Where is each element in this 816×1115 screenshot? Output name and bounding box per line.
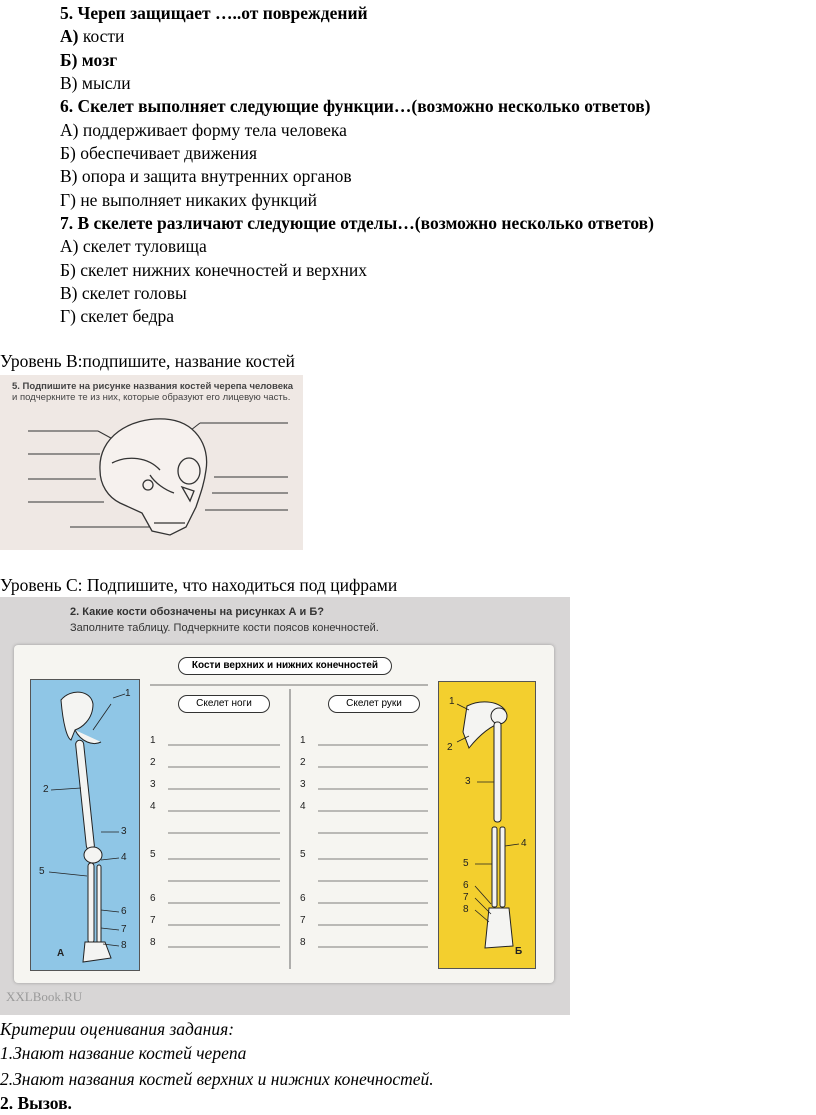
- criteria-1: 1.Знают название костей черепа: [0, 1043, 247, 1063]
- q5-option-a: А) кости: [60, 26, 125, 46]
- leg-row-number: 1: [150, 735, 156, 746]
- arm-row-number: 3: [300, 779, 306, 790]
- limb-figure: [0, 597, 570, 1015]
- arm-skeleton-drawing: [439, 682, 535, 968]
- table-title: Кости верхних и нижних конечностей: [178, 657, 392, 675]
- q7-option-a: А) скелет туловища: [60, 236, 207, 256]
- panel-a-label: А: [57, 948, 65, 959]
- arm-row-number: 7: [300, 915, 306, 926]
- skull-caption: 5. Подпишите на рисунке названия костей черепа человека и подчеркните те из них, которые образуют его лицевую часть.: [12, 381, 294, 403]
- arm-row-number: 4: [300, 801, 306, 812]
- question-5: 5. Череп защищает …..от повреждений: [60, 3, 368, 23]
- arm-row-number: 5: [300, 849, 306, 860]
- q6-option-b: Б) обеспечивает движения: [60, 143, 258, 163]
- level-b-heading: Уровень В:подпишите, название костей: [0, 351, 295, 371]
- leg-row-number: 7: [150, 915, 156, 926]
- arm-row-number: 2: [300, 757, 306, 768]
- limb-caption-2: Заполните таблицу. Подчеркните кости поясов конечностей.: [70, 622, 379, 634]
- watermark: XXLBook.RU: [6, 989, 83, 1004]
- arm-row-number: 8: [300, 937, 306, 948]
- leg-row-number: 6: [150, 893, 156, 904]
- q7-option-d: Г) скелет бедра: [60, 306, 175, 326]
- q6-option-d: Г) не выполняет никаких функций: [60, 190, 318, 210]
- criteria-title: Критерии оценивания задания:: [0, 1019, 235, 1039]
- leg-row-number: 8: [150, 937, 156, 948]
- q5-option-b: Б) мозг: [60, 50, 118, 70]
- question-6: 6. Скелет выполняет следующие функции…(возможно несколько ответов): [60, 96, 651, 116]
- level-c-heading: Уровень С: Подпишите, что находиться под цифрами: [0, 575, 398, 595]
- arm-row-number: 6: [300, 893, 306, 904]
- col-arm-header: Скелет руки: [328, 695, 420, 713]
- q7-option-c: В) скелет головы: [60, 283, 187, 303]
- skull-drawing: [0, 375, 303, 550]
- panel-b-label: Б: [515, 946, 523, 957]
- leg-row-number: 5: [150, 849, 156, 860]
- q6-option-a: А) поддерживает форму тела человека: [60, 120, 347, 140]
- question-7: 7. В скелете различают следующие отделы…(возможно несколько ответов): [60, 213, 654, 233]
- col-leg-header: Скелет ноги: [178, 695, 270, 713]
- arm-row-number: 1: [300, 735, 306, 746]
- q6-option-c: В) опора и защита внутренних органов: [60, 166, 352, 186]
- panel-b-arm: 1 2 3 4 5 6 7 8 Б: [438, 681, 536, 969]
- leg-row-number: 2: [150, 757, 156, 768]
- q7-option-b: Б) скелет нижних конечностей и верхних: [60, 260, 368, 280]
- criteria-2: 2.Знают названия костей верхних и нижних конечностей.: [0, 1069, 434, 1089]
- leg-row-number: 3: [150, 779, 156, 790]
- skull-figure: [0, 375, 303, 550]
- limb-caption-1: 2. Какие кости обозначены на рисунках А и Б?: [70, 606, 324, 618]
- challenge-heading: 2. Вызов.: [0, 1093, 72, 1113]
- panel-a-leg: 1 2 3 4 5 6 7 8 А: [30, 679, 140, 971]
- leg-row-number: 4: [150, 801, 156, 812]
- q5-option-c: В) мысли: [60, 73, 131, 93]
